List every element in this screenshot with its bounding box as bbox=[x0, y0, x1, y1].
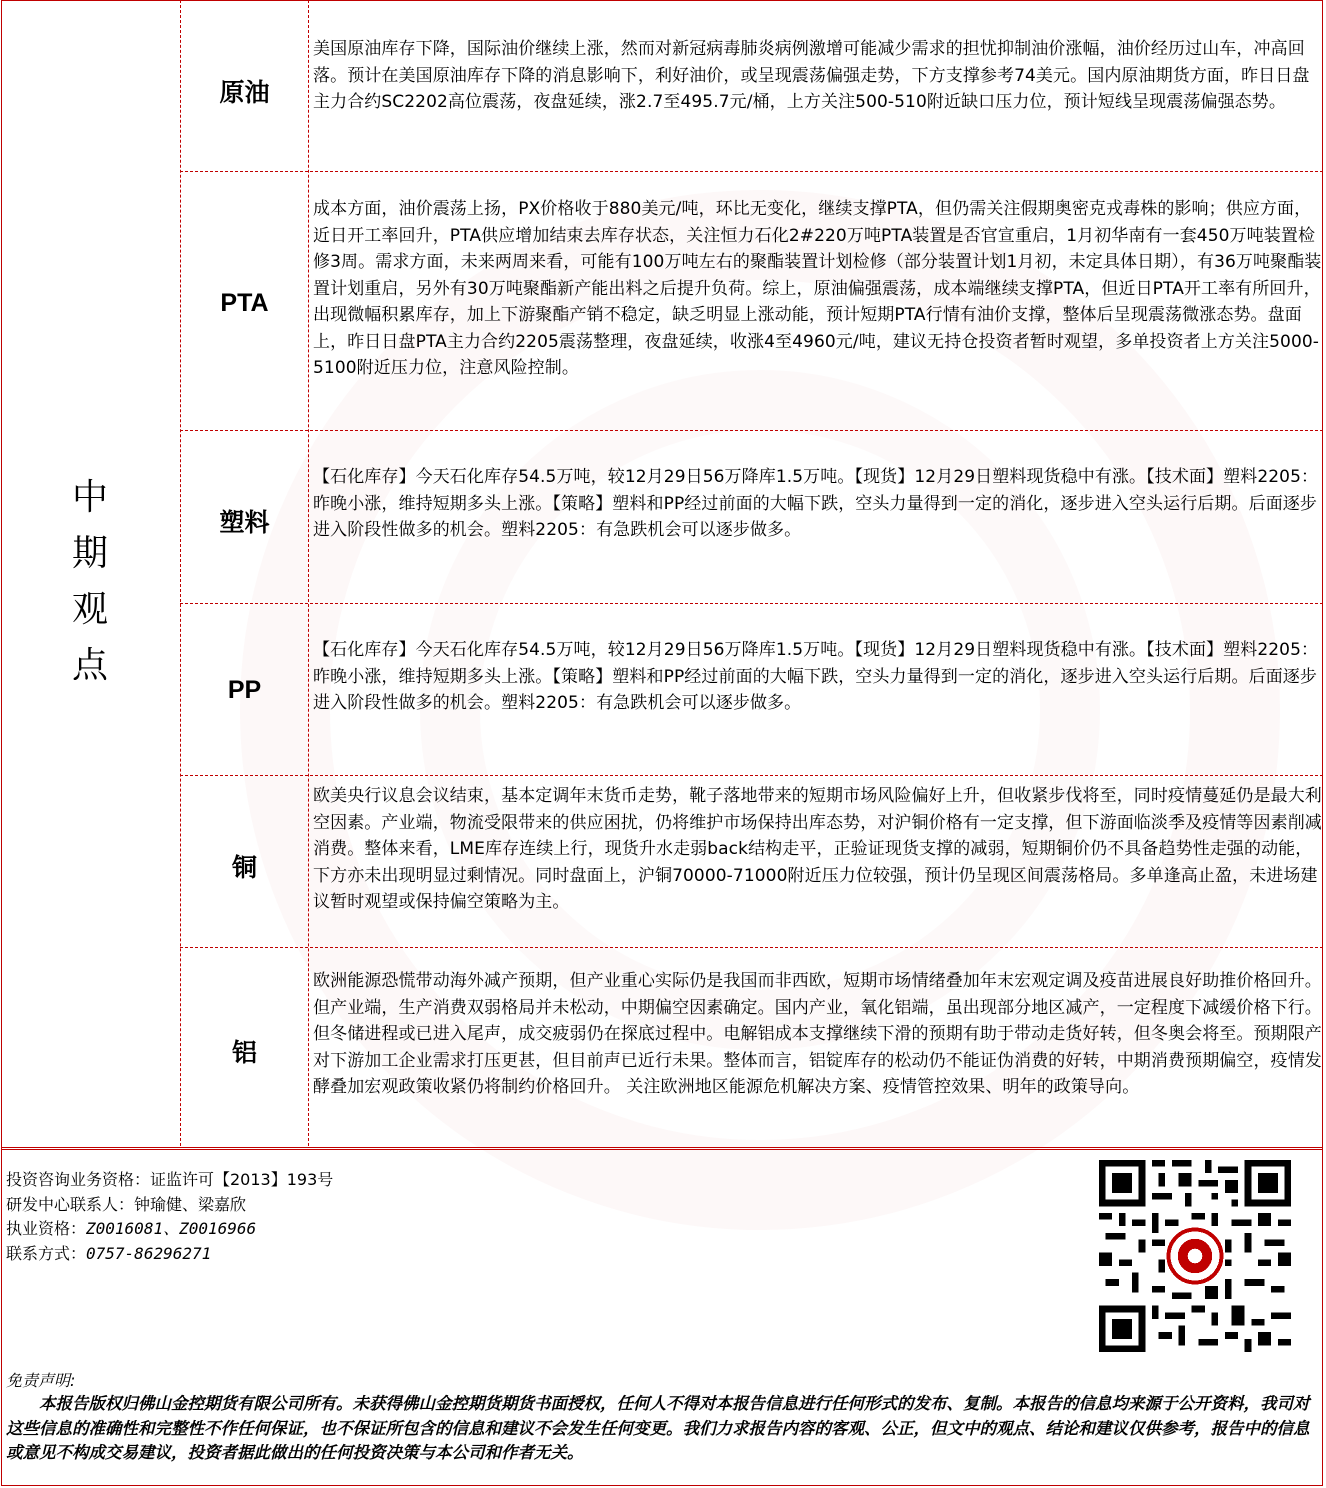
content-pp: 【石化库存】今天石化库存54.5万吨，较12月29日56万降库1.5万吨。【现货】12月29日塑料现货稳中有涨。【技术面】塑料2205：昨晚小涨，维持短期多头上涨。【策略】塑料和PP经过前面的大幅下跌，空头力量得到一定的消化，逐步进入空头运行后期。后面逐步进入阶段性做多的机会。塑料2205：有急跌机会可以逐步做多。 bbox=[313, 640, 1319, 713]
section-label: 中期观点 bbox=[71, 477, 108, 686]
row-divider bbox=[180, 775, 1323, 776]
contact-info bbox=[6, 1168, 333, 1266]
phone-value: 0757-86296271 bbox=[86, 1243, 212, 1263]
content-copper: 欧美央行议息会议结束，基本定调年末货币走势，靴子落地带来的短期市场风险偏好上升，但收紧步伐将至，同时疫情蔓延仍是最大利空因素。产业端，物流受限带来的供应困扰，仍将维护市场保持出库态势，对沪铜价格有一定支撑，但下游面临淡季及疫情等因素削减消费。整体来看，LME库存连续上行，现货升水走弱back结构走平，正验证现货支撑的减弱，短期铜价仍不具备趋势性走强的动能，下方亦未出现明显过剩情况。同时盘面上，沪铜70000-71000附近压力位较强，预计仍呈现区间震荡格局。多单逢高止盈，未进场建议暂时观望或保持偏空策略为主。 bbox=[313, 786, 1322, 912]
license-value: Z0016081、Z0016966 bbox=[86, 1219, 257, 1238]
contacts-line: 研发中心联系人：钟瑜健、梁嘉欣 bbox=[6, 1194, 247, 1214]
row-divider bbox=[180, 430, 1323, 431]
content-plastic: 【石化库存】今天石化库存54.5万吨，较12月29日56万降库1.5万吨。【现货】12月29日塑料现货稳中有涨。【技术面】塑料2205：昨晚小涨，维持短期多头上涨。【策略】塑料和PP经过前面的大幅下跌，空头力量得到一定的消化，逐步进入空头运行后期。后面逐步进入阶段性做多的机会。塑料2205：有急跌机会可以逐步做多。 bbox=[313, 467, 1319, 540]
qualification-line: 投资咨询业务资格：证监许可【2013】193号 bbox=[6, 1170, 334, 1189]
row-divider bbox=[180, 171, 1323, 172]
category-copper: 铜 bbox=[231, 854, 257, 882]
category-aluminum: 铝 bbox=[231, 1039, 257, 1067]
content-aluminum: 欧洲能源恐慌带动海外减产预期，但产业重心实际仍是我国而非西欧，短期市场情绪叠加年末宏观定调及疫苗进展良好助推价格回升。但产业端，生产消费双弱格局并未松动，中期偏空因素确定。国内产业，氧化铝端，虽出现部分地区减产，一定程度下减缓价格下行。但冬储进程或已进入尾声，成交疲弱仍在探底过程中。电解铝成本支撑继续下滑的预期有助于带动走货好转，但冬奥会将至。预期限产对下游加工企业需求打压更甚，但目前声已近行未果。整体而言，铝锭库存的松动仍不能证伪消费的好转，中期消费预期偏空，疫情发酵叠加宏观政策收紧仍将制约价格回升。 关注欧洲地区能源危机解决方案、疫情管控效果、明年的政策导向。 bbox=[313, 971, 1322, 1097]
disclaimer-body: 本报告版权归佛山金控期货有限公司所有。未获得佛山金控期货期货书面授权，任何人不得对本报告信息进行任何形式的发布、复制。本报告的信息均来源于公开资料，我司对这些信息的准确性和完整性不作任何保证，也不保证所包含的信息和建议不会发生任何变更。我们力求报告内容的客观、公正，但文中的观点、结论和建议仅供参考，报告中的信息或意见不构成交易建议，投资者据此做出的任何投资决策与本公司和作者无关。 bbox=[6, 1394, 1310, 1462]
footer-separator bbox=[1, 1147, 1323, 1150]
phone-prefix: 联系方式： bbox=[6, 1243, 87, 1263]
license-prefix: 执业资格： bbox=[6, 1219, 87, 1238]
qr-code-icon bbox=[1098, 1160, 1292, 1352]
category-pp: PP bbox=[227, 676, 262, 704]
category-pta: PTA bbox=[220, 289, 269, 317]
row-divider bbox=[180, 603, 1323, 604]
license-line bbox=[6, 1217, 333, 1242]
row-divider bbox=[180, 947, 1323, 948]
content-pta: 成本方面，油价震荡上扬，PX价格收于880美元/吨，环比无变化，继续支撑PTA，但仍需关注假期奥密克戎毒株的影响；供应方面，近日开工率回升，PTA供应增加结束去库存状态，关注恒力石化2#220万吨PTA装置是否官宣重启，1月初华南有一套450万吨装置检修3周。需求方面，未来两周来看，可能有100万吨左右的聚酯装置计划检修（部分装置计划1月初，未定具体日期），有36万吨聚酯装置计划重启，另外有30万吨聚酯新产能出料之后提升负荷。综上，原油偏强震荡，成本端继续支撑PTA，但近日PTA开工率有所回升，出现微幅积累库存，加上下游聚酯产销不稳定，缺乏明显上涨动能，预计短期PTA行情有油价支撑，整体后呈现震荡微涨态势。盘面上，昨日日盘PTA主力合约2205震荡整理，夜盘延续，收涨4至4960元/吨，建议无持仓投资者暂时观望，多单投资者上方关注5000-5100附近压力位，注意风险控制。 bbox=[313, 199, 1322, 378]
disclaimer-text bbox=[6, 1392, 1320, 1466]
phone-line bbox=[6, 1242, 333, 1267]
content-crude-oil: 美国原油库存下降，国际油价继续上涨，然而对新冠病毒肺炎病例激增可能减少需求的担忧抑制油价涨幅，油价经历过山车，冲高回落。预计在美国原油库存下降的消息影响下，利好油价，或呈现震荡偏强走势，下方支撑参考74美元。国内原油期货方面，昨日日盘主力合约SC2202高位震荡，夜盘延续，涨2.7至495.7元/桶，上方关注500-510附近缺口压力位，预计短线呈现震荡偏强态势。 bbox=[313, 39, 1310, 112]
qr-code-graphic bbox=[1098, 1160, 1292, 1352]
disclaimer-title: 免责声明: bbox=[6, 1371, 76, 1390]
category-crude-oil: 原油 bbox=[219, 79, 270, 107]
category-plastic: 塑料 bbox=[219, 509, 270, 537]
